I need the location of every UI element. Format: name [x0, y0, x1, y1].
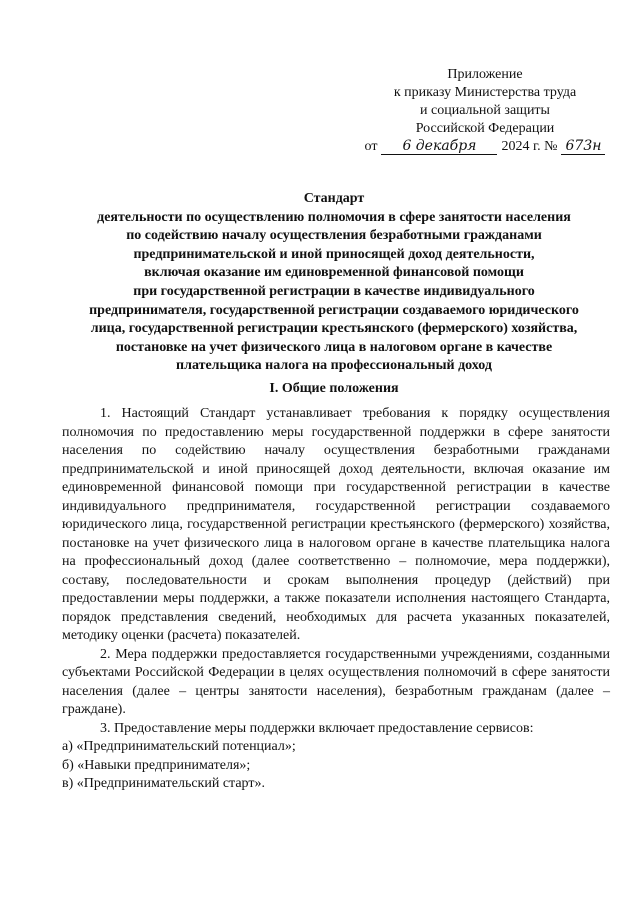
title-line: по содействию началу осуществления безработными гражданами: [126, 228, 542, 244]
paragraph: 1. Настоящий Стандарт устанавливает требования к порядку осуществления полномочия по предоставлению меры государственной поддержки в сфере занятости населения по содействию началу осуществления безработными гражданами предпринимательской и иной приносящей доход деятельности, включая оказание им единовременной финансовой помощи при государственной регистрации в качестве индивидуального предпринимателя, государственной регистрации создаваемого юридического лица, государственной регистрации крестьянского (фермерского) хозяйства, постановке на учет физического лица в налоговом органе в качестве плательщика налога на профессиональный доход (далее соответственно – полномочие, мера поддержки), составу, последовательности и срокам выполнения процедур (действий) при предоставлении меры поддержки, а также показатели исполнения настоящего Стандарта, порядок представления сведений, необходимых для расчета указанных показателей, методику оценки (расчета) показателей.: [62, 406, 610, 643]
appendix-line: к приказу Министерства труда: [393, 85, 577, 100]
section-heading: I. Общие положения: [269, 381, 399, 396]
handwritten-order-number: 673н: [561, 138, 605, 155]
paragraph: 2. Мера поддержки предоставляется государственными учреждениями, созданными субъектами Российской Федерации в целях осуществления полномочий в сфере занятости населения (далее – центры занятости населения), безработным гражданам (далее – граждане).: [62, 646, 610, 717]
standard-title: [58, 190, 610, 376]
title-line: предпринимателя, государственной регистрации создаваемого юридического: [89, 302, 579, 318]
handwritten-date: 6 декабря: [381, 138, 497, 155]
order-date-line: [360, 138, 610, 156]
section-body: [62, 405, 610, 794]
title-line: лица, государственной регистрации крестьянского (фермерского) хозяйства,: [90, 321, 578, 337]
appendix-line: Российской Федерации: [415, 121, 555, 136]
title-line: предпринимательской и иной приносящей доход деятельности,: [133, 246, 535, 262]
title-line: деятельности по осуществлению полномочия в сфере занятости населения: [97, 209, 571, 225]
title-line: при государственной регистрации в качестве индивидуального: [133, 283, 535, 299]
list-item: а) «Предпринимательский потенциал»;: [62, 739, 296, 754]
appendix-line: Приложение: [447, 67, 523, 82]
title-line: плательщика налога на профессиональный доход: [176, 358, 492, 374]
title-line: включая оказание им единовременной финансовой помощи: [144, 265, 524, 281]
appendix-line: и социальной защиты: [420, 103, 550, 118]
title-line: постановке на учет физического лица в налоговом органе в качестве: [115, 339, 553, 355]
list-item: б) «Навыки предпринимателя»;: [62, 757, 251, 773]
list-item: в) «Предпринимательский старт».: [62, 776, 265, 791]
appendix-block: [360, 66, 610, 156]
date-prefix: от: [364, 139, 378, 154]
year-and-number-label: 2024 г. №: [501, 139, 558, 154]
paragraph: 3. Предоставление меры поддержки включает предоставление сервисов:: [100, 720, 534, 736]
title-line: Стандарт: [303, 191, 365, 206]
